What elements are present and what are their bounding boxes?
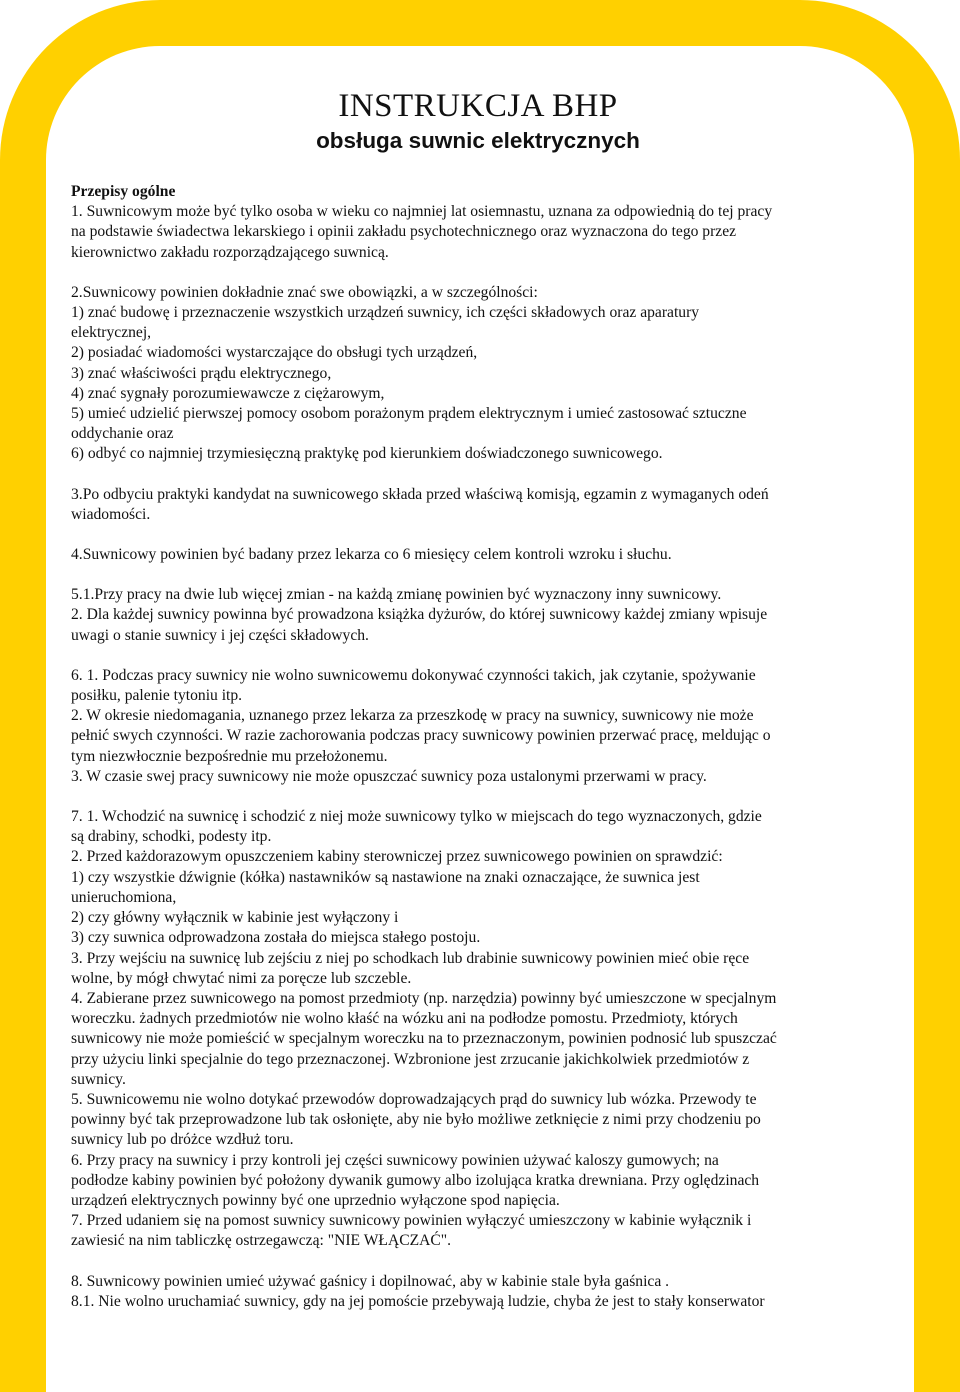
text-line: 6. Przy pracy na suwnicy i przy kontroli jej części suwnicowy powinien używać kaloszy gumowych; na xyxy=(71,1151,719,1169)
text-line: 2) posiadać wiadomości wystarczające do obsługi tych urządzeń, xyxy=(71,344,478,362)
text-line: na podstawie świadectwa lekarskiego i opinii zakładu psychotechnicznego oraz wyznaczona do tego przez xyxy=(71,223,737,241)
text-line: 2. W okresie niedomagania, uznanego przez lekarza za przeszkodę w pracy na suwnicy, suwnicowy nie może xyxy=(71,707,754,725)
text-line: kierownictwo zakładu rozporządzającego suwnicą. xyxy=(71,243,389,261)
text-line: 4) znać sygnały porozumiewawcze z ciężarowym, xyxy=(71,384,385,402)
text-line: 2.Suwnicowy powinien dokładnie znać swe obowiązki, a w szczególności: xyxy=(71,283,538,301)
text-line: oddychanie oraz xyxy=(71,425,174,443)
text-line: suwnicowy nie może pomieścić w specjalnym woreczku na to przeznaczonym, powinien podnosić lub spuszczać xyxy=(71,1030,777,1048)
text-line: 7. 1. Wchodzić na suwnicę i schodzić z niej może suwnicowy tylko w miejscach do tego wyznaczonych, gdzie xyxy=(71,808,762,826)
text-line: woreczku. żadnych przedmiotów nie wolno kłaść na wózku ani na podłodze pomostu. Przedmioty, których xyxy=(71,1010,738,1028)
text-line: 3) znać właściwości prądu elektrycznego, xyxy=(71,364,332,382)
text-line: 6) odbyć co najmniej trzymiesięczną praktykę pod kierunkiem doświadczonego suwnicowego. xyxy=(71,445,663,463)
document-title: INSTRUKCJA BHP xyxy=(338,88,618,124)
paragraph xyxy=(71,666,885,787)
text-line: 3.Po odbyciu praktyki kandydat na suwnicowego składa przed właściwą komisją, egzamin z wymaganych odeń xyxy=(71,485,769,503)
paragraph xyxy=(71,485,885,525)
section-heading: Przepisy ogólne xyxy=(71,183,176,200)
text-line: suwnicy. xyxy=(71,1070,126,1088)
paragraph xyxy=(71,585,885,646)
text-line: urządzeń elektrycznych powinny być one uprzednio wyłączone spod napięcia. xyxy=(71,1191,560,1209)
text-line: 2) czy główny wyłącznik w kabinie jest wyłączony i xyxy=(71,909,399,927)
text-line: 6. 1. Podczas pracy suwnicy nie wolno suwnicowemu dokonywać czynności takich, jak czytanie, spożywanie xyxy=(71,666,756,684)
text-line: 3) czy suwnica odprowadzona została do miejsca stałego postoju. xyxy=(71,929,481,947)
text-line: suwnicy lub po dróżce wzdłuż toru. xyxy=(71,1131,294,1149)
paragraph xyxy=(71,1272,885,1312)
text-line: 7. Przed udaniem się na pomost suwnicy suwnicowy powinien wyłączyć umieszczony w kabinie wyłącznik i xyxy=(71,1212,752,1230)
paragraph xyxy=(71,202,885,263)
text-line: zawiesić na nim tabliczkę ostrzegawczą: "NIE WŁĄCZAĆ". xyxy=(71,1232,452,1250)
document-subtitle: obsługa suwnic elektrycznych xyxy=(316,128,640,153)
text-line: uwagi o stanie suwnicy i jej części składowych. xyxy=(71,626,369,644)
text-line: 1. Suwnicowym może być tylko osoba w wieku co najmniej lat osiemnastu, uznana za odpowiednią do tej pracy xyxy=(71,203,773,221)
paragraph xyxy=(71,283,885,465)
text-line: pełnić swych czynności. W razie zachorowania podczas pracy suwnicowy powinien przerwać pracę, meldując o xyxy=(71,727,771,745)
text-line: są drabiny, schodki, podesty itp. xyxy=(71,828,272,846)
text-line: 5. Suwnicowemu nie wolno dotykać przewodów doprowadzających prąd do suwnicy lub wózka. Przewody te xyxy=(71,1090,757,1108)
text-line: elektrycznej, xyxy=(71,324,152,342)
text-line: unieruchomiona, xyxy=(71,888,177,906)
text-line: 8. Suwnicowy powinien umieć używać gaśnicy i dopilnować, aby w kabinie stale była gaśnica . xyxy=(71,1272,670,1290)
text-line: 5.1.Przy pracy na dwie lub więcej zmian - na każdą zmianę powinien być wyznaczony inny suwnicowy. xyxy=(71,586,722,604)
instruction-sheet xyxy=(71,86,885,1332)
text-line: wiadomości. xyxy=(71,505,151,523)
text-line: 4.Suwnicowy powinien być badany przez lekarza co 6 miesięcy celem kontroli wzroku i słuchu. xyxy=(71,546,672,564)
text-line: tym niezwłocznie bezpośrednie mu przełożonemu. xyxy=(71,747,388,765)
paragraph xyxy=(71,545,885,565)
paragraph-list xyxy=(71,202,885,1312)
paragraph xyxy=(71,807,885,1251)
text-line: 5) umieć udzielić pierwszej pomocy osobom porażonym prądem elektrycznym i umieć zastosować sztuczne xyxy=(71,405,747,423)
text-line: 8.1. Nie wolno uruchamiać suwnicy, gdy na jej pomoście przebywają ludzie, chyba że jest to stały konserwator xyxy=(71,1292,765,1310)
text-line: 1) znać budowę i przeznaczenie wszystkich urządzeń suwnicy, ich części składowych oraz aparatury xyxy=(71,304,700,322)
text-line: 4. Zabierane przez suwnicowego na pomost przedmioty (np. narzędzia) powinny być umieszczone w specjalnym xyxy=(71,989,777,1007)
text-line: przy użyciu linki specjalnie do tego przeznaczonej. Wzbronione jest zrzucanie jakichkolwiek przedmiotów z xyxy=(71,1050,750,1068)
text-line: 1) czy wszystkie dźwignie (kółka) nastawników są nastawione na znaki oznaczające, że suwnica jest xyxy=(71,868,700,886)
text-line: podłodze kabiny powinien być położony dywanik gumowy albo izolująca kratka drewniana. Przy oględzinach xyxy=(71,1171,760,1189)
text-line: 3. Przy wejściu na suwnicę lub zejściu z niej po schodkach lub drabinie suwnicowy powinien mieć obie ręce xyxy=(71,949,750,967)
text-line: wolne, by mógł chwytać nimi za poręcze lub szczeble. xyxy=(71,969,412,987)
text-line: 2. Przed każdorazowym opuszczeniem kabiny sterowniczej przez suwnicowego powinien on sprawdzić: xyxy=(71,848,723,866)
text-line: powinny być tak przeprowadzone lub tak osłonięte, aby nie było możliwe zetknięcie z nimi przy chodzeniu po xyxy=(71,1111,761,1129)
text-line: posiłku, palenie tytoniu itp. xyxy=(71,687,243,705)
text-line: 2. Dla każdej suwnicy powinna być prowadzona książka dyżurów, do której suwnicowy każdej zmiany wpisuje xyxy=(71,606,768,624)
text-line: 3. W czasie swej pracy suwnicowy nie może opuszczać suwnicy poza ustalonymi przerwami w pracy. xyxy=(71,767,707,785)
